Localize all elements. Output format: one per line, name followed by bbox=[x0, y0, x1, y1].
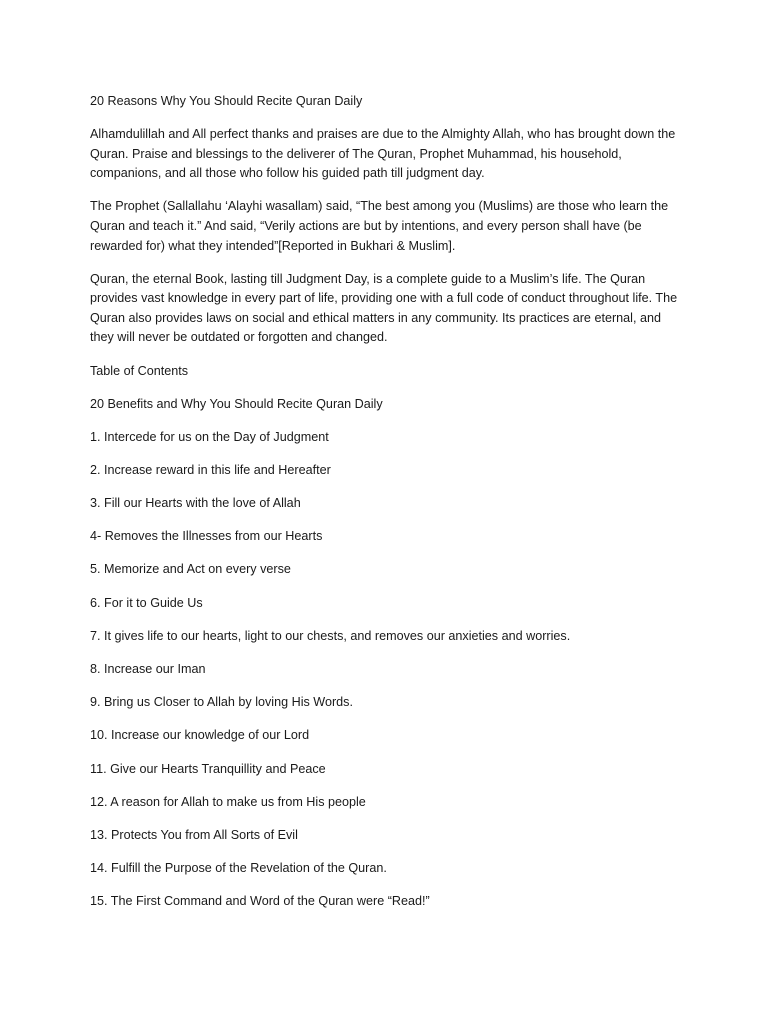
toc-item: 15. The First Command and Word of the Quran were “Read!” bbox=[90, 894, 430, 909]
hadith-paragraph: The Prophet (Sallallahu ‘Alayhi wasallam) said, “The best among you (Muslims) are those who learn the Quran and teach it.” And said, “Verily actions are but by intentions, and every person shall have (be rewarded for) what they intended”[Reported in Bukhari & Muslim]. bbox=[90, 199, 669, 253]
toc-item: 3. Fill our Hearts with the love of Allah bbox=[90, 496, 301, 511]
document-body bbox=[90, 92, 680, 926]
toc-item: 5. Memorize and Act on every verse bbox=[90, 562, 291, 577]
toc-heading: Table of Contents bbox=[90, 363, 189, 378]
toc-item: 4- Removes the Illnesses from our Hearts bbox=[90, 529, 323, 544]
toc-item: 9. Bring us Closer to Allah by loving His Words. bbox=[90, 695, 353, 710]
toc-item: 1. Intercede for us on the Day of Judgment bbox=[90, 429, 329, 444]
toc-subheading: 20 Benefits and Why You Should Recite Quran Daily bbox=[90, 396, 383, 411]
toc-item: 2. Increase reward in this life and Hereafter bbox=[90, 462, 331, 477]
toc-item: 13. Protects You from All Sorts of Evil bbox=[90, 827, 298, 842]
toc-item: 11. Give our Hearts Tranquillity and Peace bbox=[90, 761, 326, 776]
toc-list bbox=[90, 428, 680, 912]
toc-item: 12. A reason for Allah to make us from His people bbox=[90, 794, 366, 809]
intro-paragraph: Alhamdulillah and All perfect thanks and praises are due to the Almighty Allah, who has brought down the Quran. Praise and blessings to the deliverer of The Quran, Prophet Muhammad, his household, companions, and all those who follow his guided path till judgment day. bbox=[90, 127, 676, 181]
toc-item: 10. Increase our knowledge of our Lord bbox=[90, 728, 310, 743]
toc-item: 7. It gives life to our hearts, light to our chests, and removes our anxieties and worries. bbox=[90, 628, 571, 643]
quran-description-paragraph: Quran, the eternal Book, lasting till Judgment Day, is a complete guide to a Muslim’s life. The Quran provides vast knowledge in every part of life, providing one with a full code of conduct throughout life. The Quran also provides laws on social and ethical matters in any community. Its practices are eternal, and they will never be outdated or forgotten and changed. bbox=[90, 271, 678, 345]
document-title: 20 Reasons Why You Should Recite Quran Daily bbox=[90, 94, 363, 108]
toc-item: 14. Fulfill the Purpose of the Revelation of the Quran. bbox=[90, 861, 387, 876]
toc-item: 6. For it to Guide Us bbox=[90, 595, 203, 610]
toc-item: 8. Increase our Iman bbox=[90, 662, 206, 677]
